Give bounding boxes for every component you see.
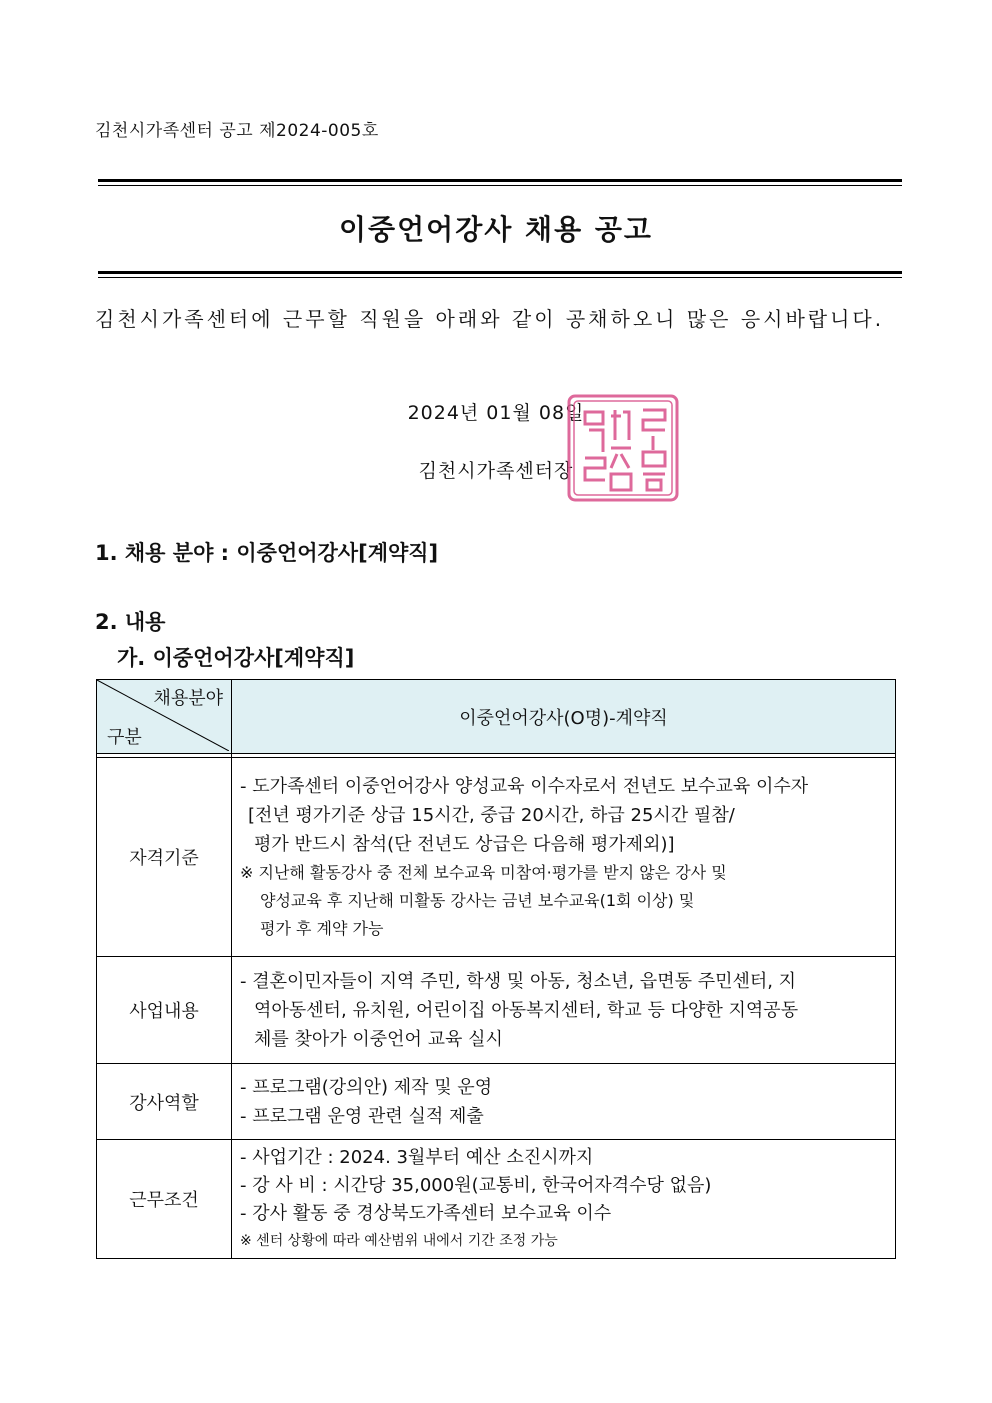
table-row bbox=[97, 1064, 896, 1140]
content-line: 평가 반드시 참석(단 전년도 상급은 다음해 평가제외)] bbox=[254, 833, 675, 855]
table-row bbox=[97, 1140, 896, 1259]
row-content bbox=[232, 758, 896, 957]
row-label: 근무조건 bbox=[97, 1140, 232, 1259]
title-top-rule bbox=[98, 179, 902, 186]
content-line: - 강사 활동 중 경상북도가족센터 보수교육 이수 bbox=[240, 1203, 612, 1224]
content-line: ※ 센터 상황에 따라 예산범위 내에서 기간 조정 가능 bbox=[240, 1233, 558, 1249]
section-2a-heading: 가. 이중언어강사[계약직] bbox=[117, 646, 355, 670]
content-line: 역아동센터, 유치원, 어린이집 아동복지센터, 학교 등 다양한 지역공동 bbox=[254, 999, 799, 1021]
section-2-heading: 2. 내용 bbox=[95, 610, 166, 634]
row-label: 자격기준 bbox=[97, 758, 232, 957]
content-line: [전년 평가기준 상급 15시간, 중급 20시간, 하급 25시간 필참/ bbox=[248, 804, 735, 826]
section-1-heading: 1. 채용 분야 : 이중언어강사[계약직] bbox=[95, 541, 439, 565]
row-content bbox=[232, 1140, 896, 1259]
content-line: 평가 후 계약 가능 bbox=[260, 918, 384, 938]
content-line: - 결혼이민자들이 지역 주민, 학생 및 아동, 청소년, 읍면동 주민센터, 지 bbox=[240, 970, 797, 992]
notice-date: 2024년 01월 08일 bbox=[407, 402, 585, 424]
row-content bbox=[232, 957, 896, 1064]
content-line: - 도가족센터 이중언어강사 양성교육 이수자로서 전년도 보수교육 이수자 bbox=[240, 775, 809, 797]
content-line: - 강 사 비 : 시간당 35,000원(교통비, 한국어자격수당 없음) bbox=[240, 1175, 712, 1196]
table-header-row bbox=[97, 680, 896, 754]
content-line: 양성교육 후 지난해 미활동 강사는 금년 보수교육(1회 이상) 및 bbox=[260, 890, 695, 910]
table-row bbox=[97, 957, 896, 1064]
header-bottom-label: 구분 bbox=[107, 727, 142, 748]
content-line: - 프로그램(강의안) 제작 및 운영 bbox=[240, 1076, 493, 1098]
diagonal-header-cell bbox=[97, 680, 232, 754]
row-content bbox=[232, 1064, 896, 1140]
content-line: - 사업기간 : 2024. 3월부터 예산 소진시까지 bbox=[240, 1147, 594, 1168]
page-title: 이중언어강사 채용 공고 bbox=[339, 213, 653, 246]
recruitment-table bbox=[96, 679, 896, 1259]
content-line: - 프로그램 운영 관련 실적 제출 bbox=[240, 1105, 484, 1127]
notice-number: 김천시가족센터 공고 제2024-005호 bbox=[95, 121, 379, 141]
row-label: 강사역할 bbox=[97, 1064, 232, 1140]
header-title: 이중언어강사(O명)-계약직 bbox=[232, 680, 896, 754]
header-top-label: 채용분야 bbox=[153, 688, 223, 709]
content-line: ※ 지난해 활동강사 중 전체 보수교육 미참여·평가를 받지 않은 강사 및 bbox=[240, 862, 727, 882]
official-seal bbox=[565, 392, 681, 504]
table-row bbox=[97, 758, 896, 957]
intro-paragraph: 김천시가족센터에 근무할 직원을 아래와 같이 공채하오니 많은 응시바랍니다. bbox=[95, 307, 885, 331]
signer-name: 김천시가족센터장 bbox=[418, 460, 574, 482]
title-bottom-rule bbox=[98, 271, 902, 278]
row-label: 사업내용 bbox=[97, 957, 232, 1064]
content-line: 체를 찾아가 이중언어 교육 실시 bbox=[254, 1028, 503, 1050]
